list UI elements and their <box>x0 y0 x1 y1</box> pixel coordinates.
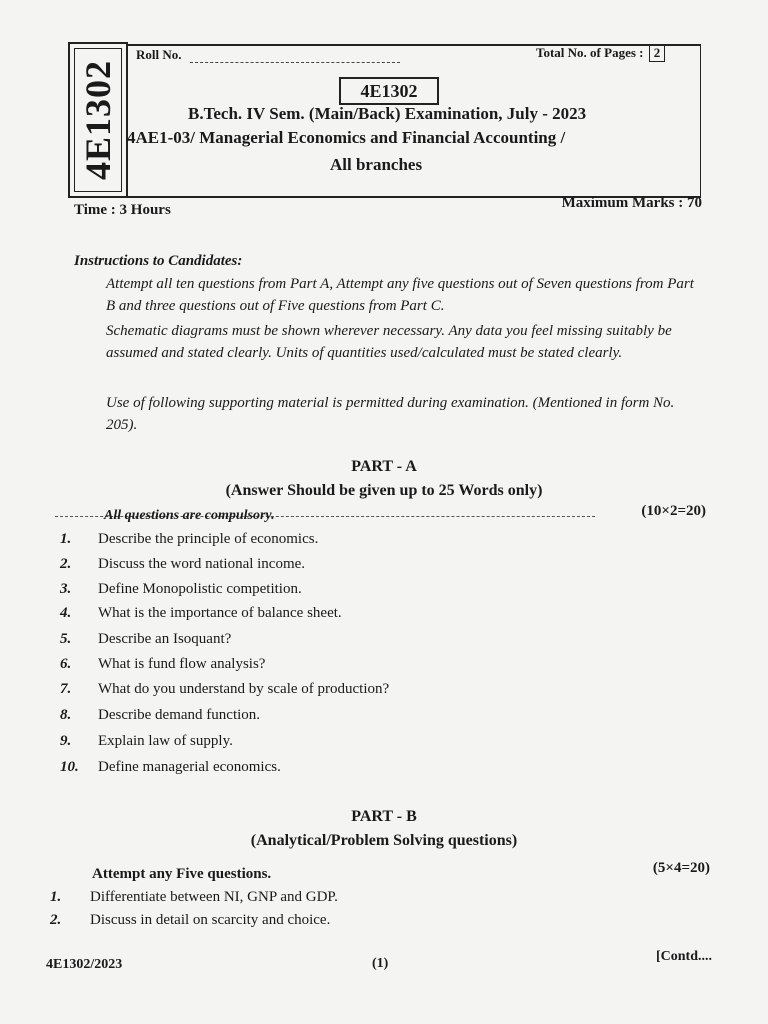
continued-marker: [Contd.... <box>655 949 712 964</box>
question-text: What do you understand by scale of production? <box>98 681 390 697</box>
instruction-1: Attempt all ten questions from Part A, Attempt any five questions out of Seven questions from Part B and three questions out of Five questions from Part C. <box>106 276 694 314</box>
instruction-3: Use of following supporting material is permitted during examination. (Mentioned in form No. 205). <box>106 395 675 433</box>
part-b-instruction: Attempt any Five questions. <box>92 866 272 882</box>
question-text: Explain law of supply. <box>98 733 233 749</box>
total-pages-label: Total No. of Pages : <box>536 45 644 60</box>
side-code-box <box>68 42 128 198</box>
question-text: Differentiate between NI, GNP and GDP. <box>90 889 338 905</box>
subject-title: 4AE1-03/ Managerial Economics and Financial Accounting / <box>127 128 566 147</box>
part-a-subtitle: (Answer Should be given up to 25 Words only) <box>225 482 543 499</box>
question-text: Discuss in detail on scarcity and choice. <box>90 912 331 928</box>
instructions-heading: Instructions to Candidates: <box>74 253 243 269</box>
part-a-marks: (10×2=20) <box>641 503 706 519</box>
part-a-title: PART - A <box>351 458 417 475</box>
question-number: 5. <box>60 631 72 647</box>
side-paper-code: 4E1302 <box>78 59 118 181</box>
question-number: 4. <box>60 605 72 621</box>
question-text: Describe an Isoquant? <box>98 631 232 647</box>
total-pages <box>536 44 665 62</box>
instruction-2: Schematic diagrams must be shown wherever necessary. Any data you feel missing suitably be assumed and stated clearly. Units of quantities used/calculated must be stated clearly. <box>106 323 672 361</box>
question-text: Define Monopolistic competition. <box>98 581 302 597</box>
branches: All branches <box>330 155 423 174</box>
footer-paper-code: 4E1302/2023 <box>46 957 123 972</box>
question-number: 8. <box>60 707 72 723</box>
exam-title: B.Tech. IV Sem. (Main/Back) Examination, July - 2023 <box>188 104 587 123</box>
question-number: 6. <box>60 656 72 672</box>
question-number: 9. <box>60 733 72 749</box>
question-number: 7. <box>60 681 72 697</box>
part-a-instruction: All questions are compulsory. <box>104 508 275 523</box>
question-text: Define managerial economics. <box>98 759 281 775</box>
question-text: What is fund flow analysis? <box>98 656 266 672</box>
roll-no-label: Roll No. <box>136 47 182 62</box>
paper-code: 4E1302 <box>339 77 439 105</box>
time-allowed: Time : 3 Hours <box>74 202 171 218</box>
question-number: 2. <box>50 912 62 928</box>
part-b-subtitle: (Analytical/Problem Solving questions) <box>250 832 518 849</box>
part-b-title: PART - B <box>351 808 417 825</box>
maximum-marks: Maximum Marks : 70 <box>561 195 702 211</box>
question-number: 2. <box>60 556 72 572</box>
total-pages-value: 2 <box>649 44 666 62</box>
page-number: (1) <box>372 956 389 971</box>
question-text: What is the importance of balance sheet. <box>98 605 342 621</box>
question-number: 1. <box>50 889 62 905</box>
question-number: 1. <box>60 531 72 547</box>
roll-no-field <box>190 62 400 63</box>
question-number: 10. <box>60 759 79 775</box>
question-text: Describe the principle of economics. <box>98 531 319 547</box>
part-b-marks: (5×4=20) <box>652 860 710 876</box>
question-text: Describe demand function. <box>98 707 261 723</box>
question-number: 3. <box>60 581 72 597</box>
question-text: Discuss the word national income. <box>98 556 306 572</box>
